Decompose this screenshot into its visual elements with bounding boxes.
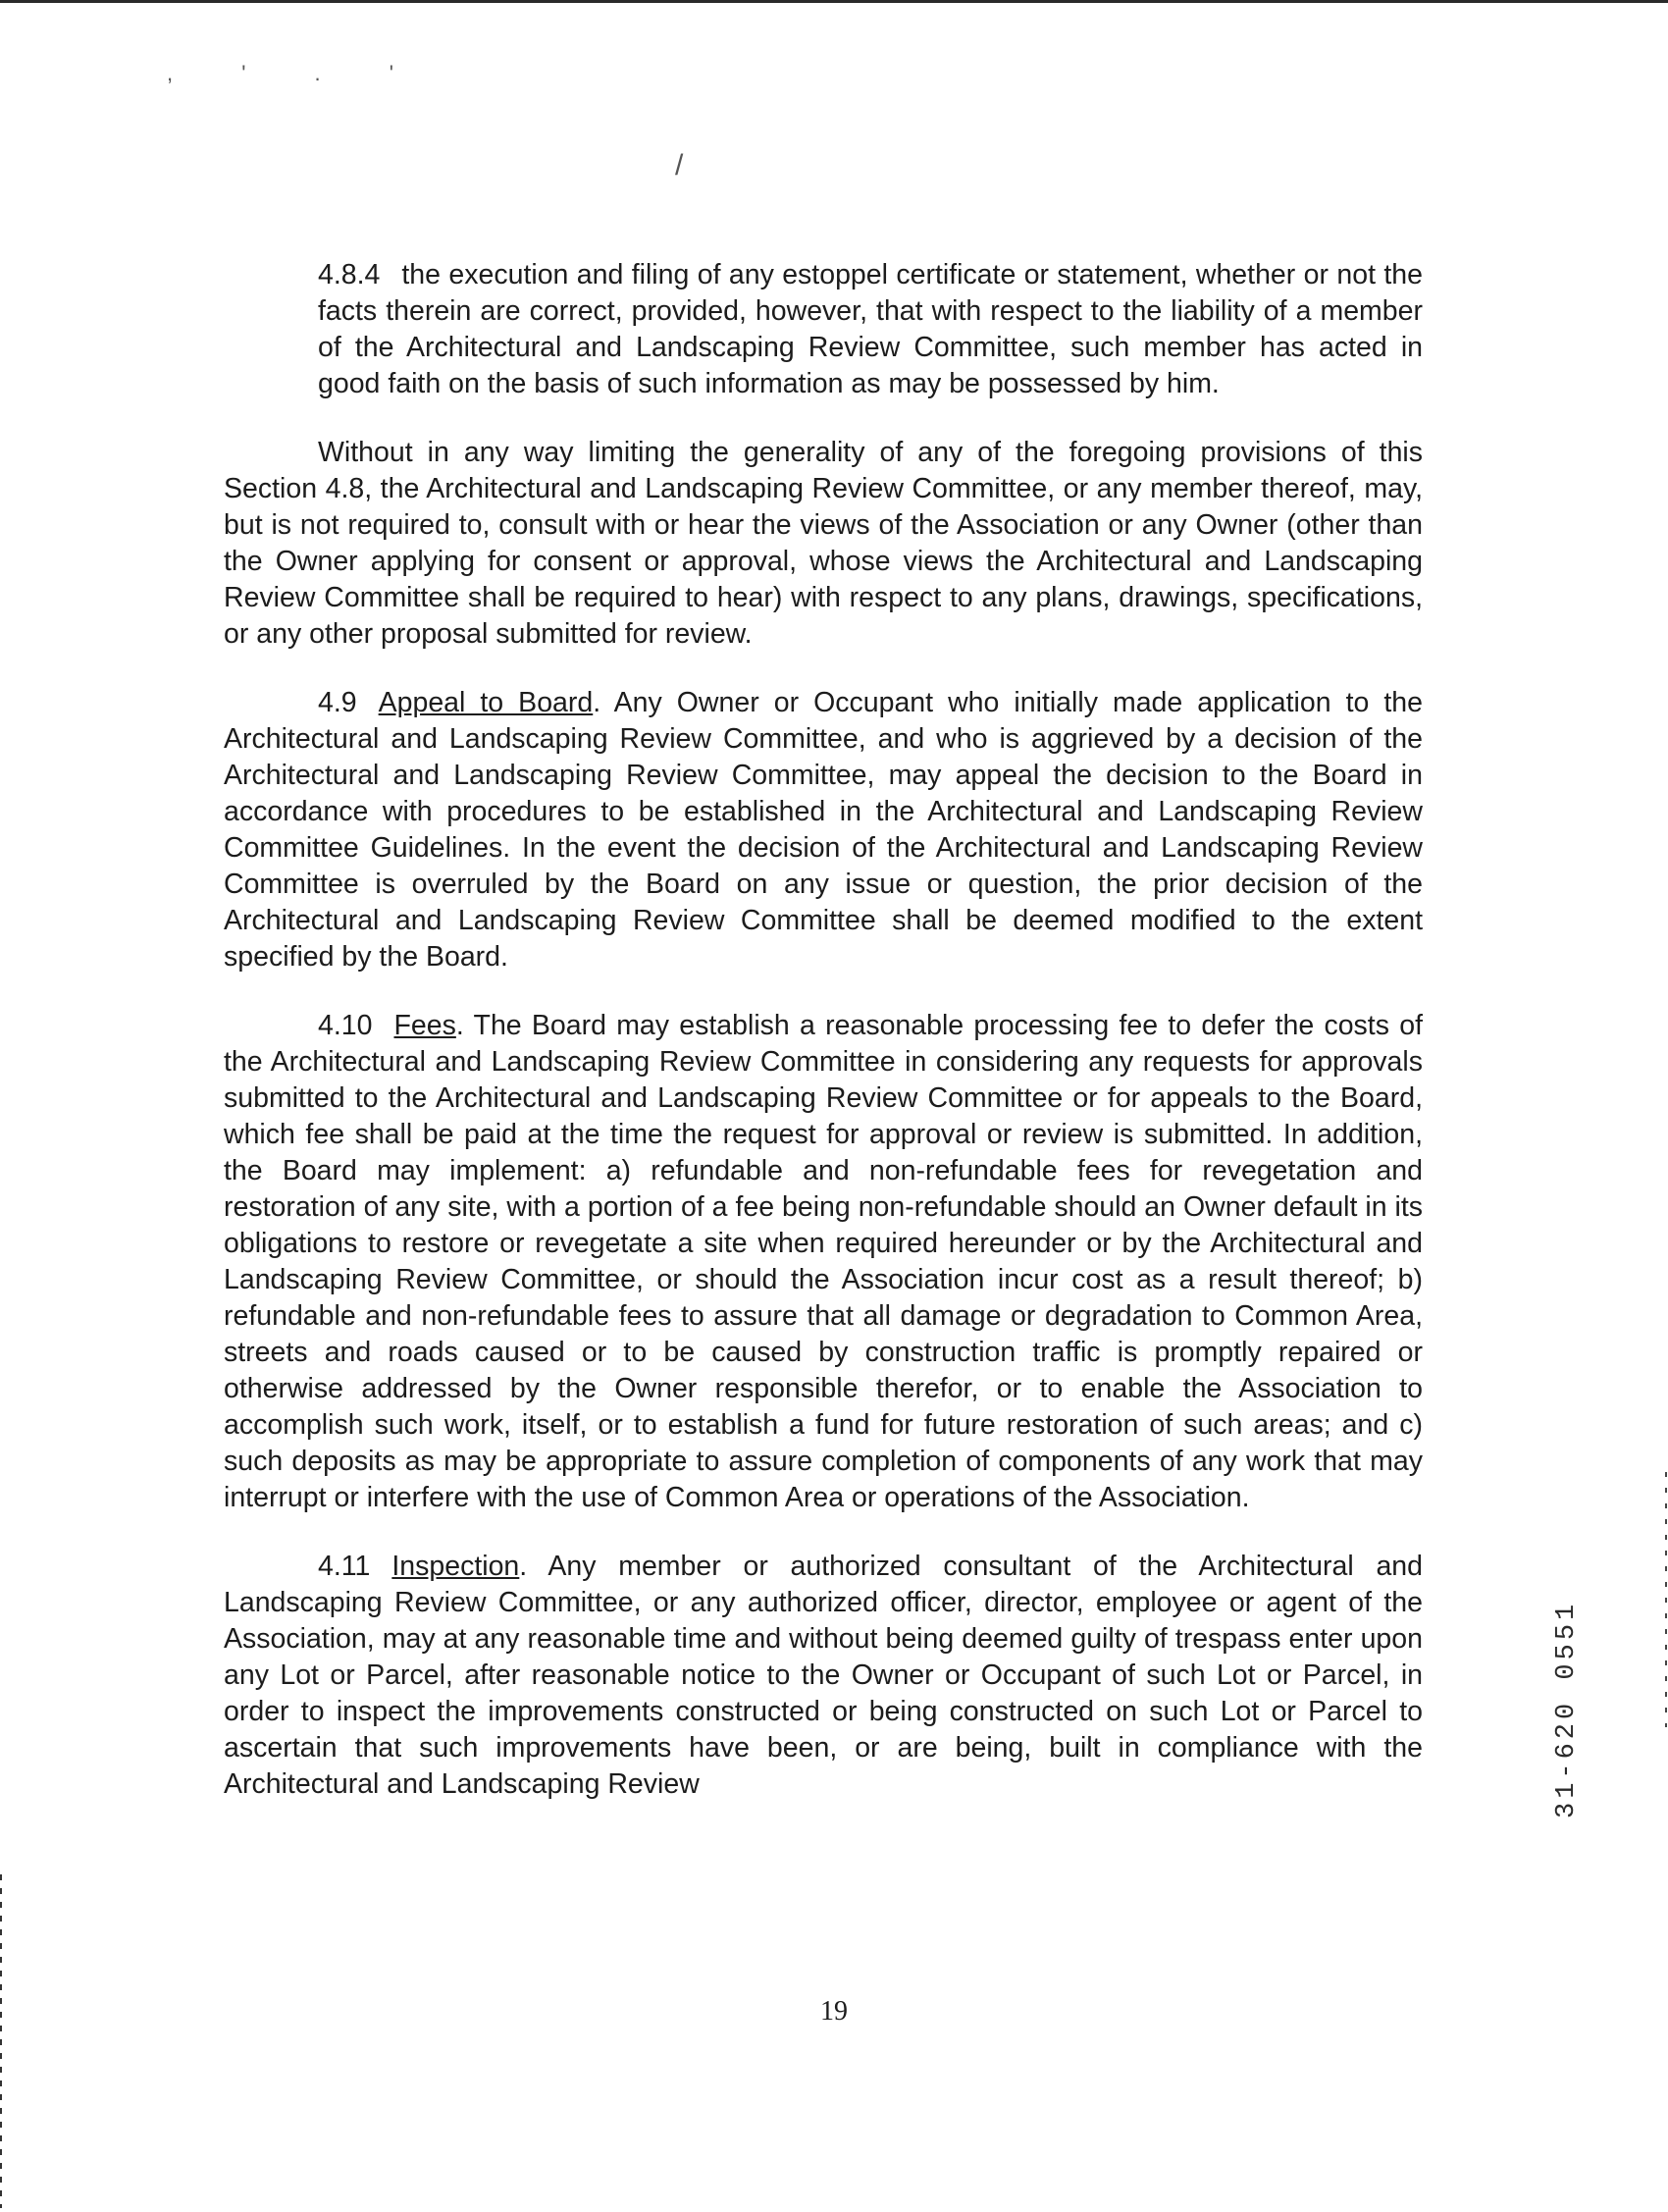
- document-stamp: 31-620 0551: [1552, 1600, 1582, 1819]
- slash-mark: /: [675, 149, 684, 182]
- document-body: [224, 257, 1423, 1835]
- paragraph-text: Any member or authorized consultant of the Architectural and Landscaping Review Committee, or any authorized officer, director, employee or agent of the Association, may at any reasonable time and without being deemed guilty of trespass enter upon any Lot or Parcel, after reasonable notice to the Owner or Occupant of such Lot or Parcel, in order to inspect the improvements constructed or being constructed on such Lot or Parcel to ascertain that such improvements have been, or are being, built in compliance with the Architectural and Landscaping Review: [224, 1551, 1423, 1800]
- paragraph-text: The Board may establish a reasonable processing fee to defer the costs of the Architectural and Landscaping Review Committee in considering any requests for approvals submitted to the Architectural and Landscaping Review Committee or for appeals to the Board, which fee shall be paid at the time the request for approval or review is submitted. In addition, the Board may implement: a) refundable and non-refundable fees for revegetation and restoration of any site, with a portion of a fee being non-refundable should an Owner default in its obligations to restore or revegetate a site when required hereunder or by the Architectural and Landscaping Review Committee, or should the Association incur cost as a result thereof; b) refundable and non-refundable fees to assure that all damage or degradation to Common Area, streets and roads caused or to be caused by construction traffic is promptly repaired or otherwise addressed by the Owner responsible therefor, or to enable the Association to accomplish such work, itself, or to establish a fund for future restoration of such areas; and c) such deposits as may be appropriate to assure completion of components of any work that may interrupt or interfere with the use of Common Area or operations of the Association.: [224, 1010, 1423, 1513]
- page-number: 19: [820, 1996, 848, 2027]
- heading-punctuation: .: [455, 1010, 464, 1041]
- paragraph-4-8-general: [224, 435, 1423, 653]
- paragraph-4-8-4: [318, 257, 1423, 402]
- paragraph-4-10: [224, 1008, 1423, 1516]
- section-heading: Fees: [393, 1010, 456, 1041]
- paragraph-4-9: [224, 685, 1423, 975]
- section-number: 4.8.4: [318, 259, 381, 290]
- section-heading: Inspection: [391, 1551, 520, 1582]
- section-heading: Appeal to Board: [378, 687, 594, 718]
- scan-marks: , ' . ': [167, 61, 425, 85]
- paragraph-text: Without in any way limiting the generality of any of the foregoing provisions of this Section 4.8, the Architectural and Landscaping Review Committee, or any member thereof, may, but is not required to, consult with or hear the views of the Association or any Owner (other than the Owner applying for consent or approval, whose views the Architectural and Landscaping Review Committee shall be required to hear) with respect to any plans, drawings, specifications, or any other proposal submitted for review.: [224, 437, 1423, 650]
- paragraph-text: Any Owner or Occupant who initially made application to the Architectural and Landscaping Review Committee, and who is aggrieved by a decision of the Architectural and Landscaping Review Committee, may appeal the decision to the Board in accordance with procedures to be established in the Architectural and Landscaping Review Committee Guidelines. In the event the decision of the Architectural and Landscaping Review Committee is overruled by the Board on any issue or question, the prior decision of the Architectural and Landscaping Review Committee shall be deemed modified to the extent specified by the Board.: [224, 687, 1423, 973]
- top-scan-rule: [0, 0, 1668, 3]
- section-number: 4.11: [318, 1551, 371, 1582]
- paragraph-text: the execution and filing of any estoppel certificate or statement, whether or not the facts therein are correct, provided, however, that with respect to the liability of a member of the Architectural and Landscaping Review Committee, such member has acted in good faith on the basis of such information as may be possessed by him.: [318, 259, 1423, 399]
- heading-punctuation: .: [593, 687, 601, 718]
- right-scan-edge: [1665, 1472, 1667, 1727]
- paragraph-4-11: [224, 1549, 1423, 1803]
- section-number: 4.9: [318, 687, 357, 718]
- heading-punctuation: .: [519, 1551, 528, 1582]
- section-number: 4.10: [318, 1010, 373, 1041]
- left-scan-edge: [0, 1874, 2, 2208]
